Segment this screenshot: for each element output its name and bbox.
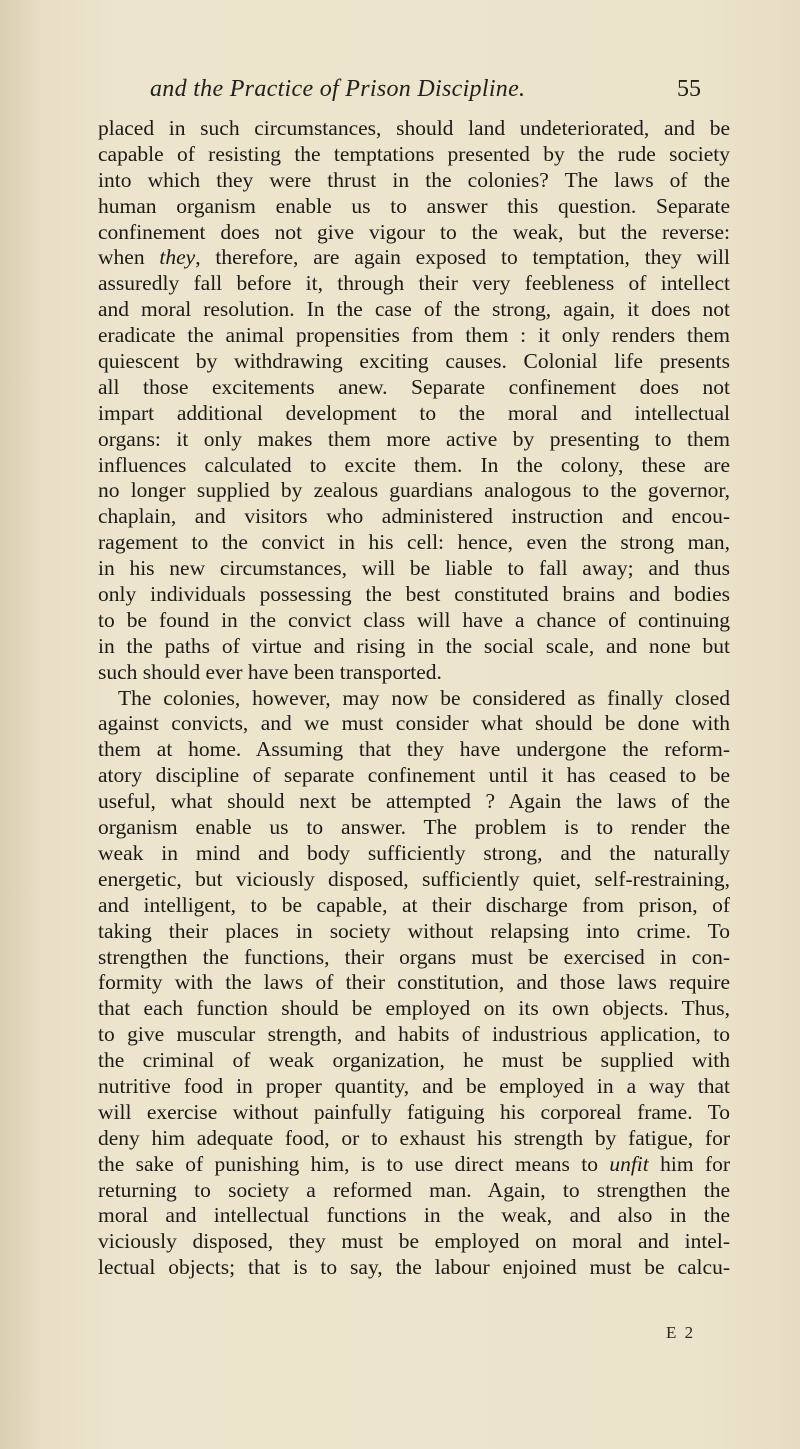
text-line: chaplain, and visitors who administered instruction and encou-: [98, 504, 730, 529]
text-line: them at home. Assuming that they have undergone the reform-: [98, 737, 730, 762]
text-line: atory discipline of separate confinement until it has ceased to be: [98, 763, 730, 788]
text-line: capable of resisting the temptations presented by the rude society: [98, 141, 730, 166]
text-line: formity with the laws of their constitution, and those laws require: [98, 970, 730, 995]
text-line: moral and intellectual functions in the weak, and also in the: [98, 1203, 730, 1228]
text-line: only individuals possessing the best constituted brains and bodies: [98, 582, 730, 607]
text-line: eradicate the animal propensities from them : it only renders them: [98, 323, 730, 348]
text-line: in his new circumstances, will be liable to fall away; and thus: [98, 556, 730, 581]
text-line: that each function should be employed on its own objects. Thus,: [98, 996, 730, 1021]
text-line: and moral resolution. In the case of the strong, again, it does not: [98, 297, 730, 322]
text-line: strengthen the functions, their organs must be exercised in con-: [98, 944, 730, 969]
text-line: such should ever have been transported.: [98, 659, 442, 684]
text-line: in the paths of virtue and rising in the social scale, and none but: [98, 633, 730, 658]
page-number: 55: [677, 76, 701, 102]
text-line: will exercise without painfully fatiguing his corporeal frame. To: [98, 1099, 730, 1124]
paragraph-start-line: The colonies, however, may now be considered as finally closed: [118, 685, 730, 710]
text-line: when they, therefore, are again exposed to temptation, they will: [98, 245, 730, 270]
text-line: and intelligent, to be capable, at their discharge from prison, of: [98, 892, 730, 917]
text-line: impart additional development to the moral and intellectual: [98, 400, 730, 425]
text-line: organism enable us to answer. The problem is to render the: [98, 815, 730, 840]
text-line: useful, what should next be attempted ? Again the laws of the: [98, 789, 730, 814]
text-line: to give muscular strength, and habits of industrious application, to: [98, 1022, 730, 1047]
text-line: weak in mind and body sufficiently strong, and the naturally: [98, 840, 730, 865]
text-line: all those excitements anew. Separate confinement does not: [98, 374, 730, 399]
text-line: into which they were thrust in the colonies? The laws of the: [98, 167, 730, 192]
text-line: to be found in the convict class will have a chance of continuing: [98, 607, 730, 632]
text-line: against convicts, and we must consider what should be done with: [98, 711, 730, 736]
text-line: viciously disposed, they must be employed on moral and intel-: [98, 1229, 730, 1254]
text-line: deny him adequate food, or to exhaust his strength by fatigue, for: [98, 1125, 730, 1150]
text-line: ragement to the convict in his cell: hence, even the strong man,: [98, 530, 730, 555]
text-line: placed in such circumstances, should land undeteriorated, and be: [98, 116, 730, 140]
text-line: quiescent by withdrawing exciting causes. Colonial life presents: [98, 349, 730, 374]
text-line: the sake of punishing him, is to use direct means to unfit him for: [98, 1151, 730, 1176]
text-line: no longer supplied by zealous guardians analogous to the governor,: [98, 478, 730, 503]
text-line: taking their places in society without relapsing into crime. To: [98, 918, 730, 943]
text-line: assuredly fall before it, through their very feebleness of intellect: [98, 271, 730, 296]
body-text: [98, 116, 730, 1281]
running-head-title: and the Practice of Prison Discipline.: [150, 76, 526, 102]
text-line: human organism enable us to answer this question. Separate: [98, 193, 730, 218]
text-line: lectual objects; that is to say, the labour enjoined must be calcu-: [98, 1255, 730, 1280]
text-line: the criminal of weak organization, he must be supplied with: [98, 1048, 730, 1073]
text-line: organs: it only makes them more active by presenting to them: [98, 426, 730, 451]
text-line: influences calculated to excite them. In the colony, these are: [98, 452, 730, 477]
signature-mark: E 2: [666, 1323, 696, 1342]
text-line: confinement does not give vigour to the weak, but the reverse:: [98, 219, 730, 244]
text-line: nutritive food in proper quantity, and be employed in a way that: [98, 1073, 730, 1098]
text-line: returning to society a reformed man. Again, to strengthen the: [98, 1177, 730, 1202]
text-line: energetic, but viciously disposed, sufficiently quiet, self-restraining,: [98, 866, 730, 891]
